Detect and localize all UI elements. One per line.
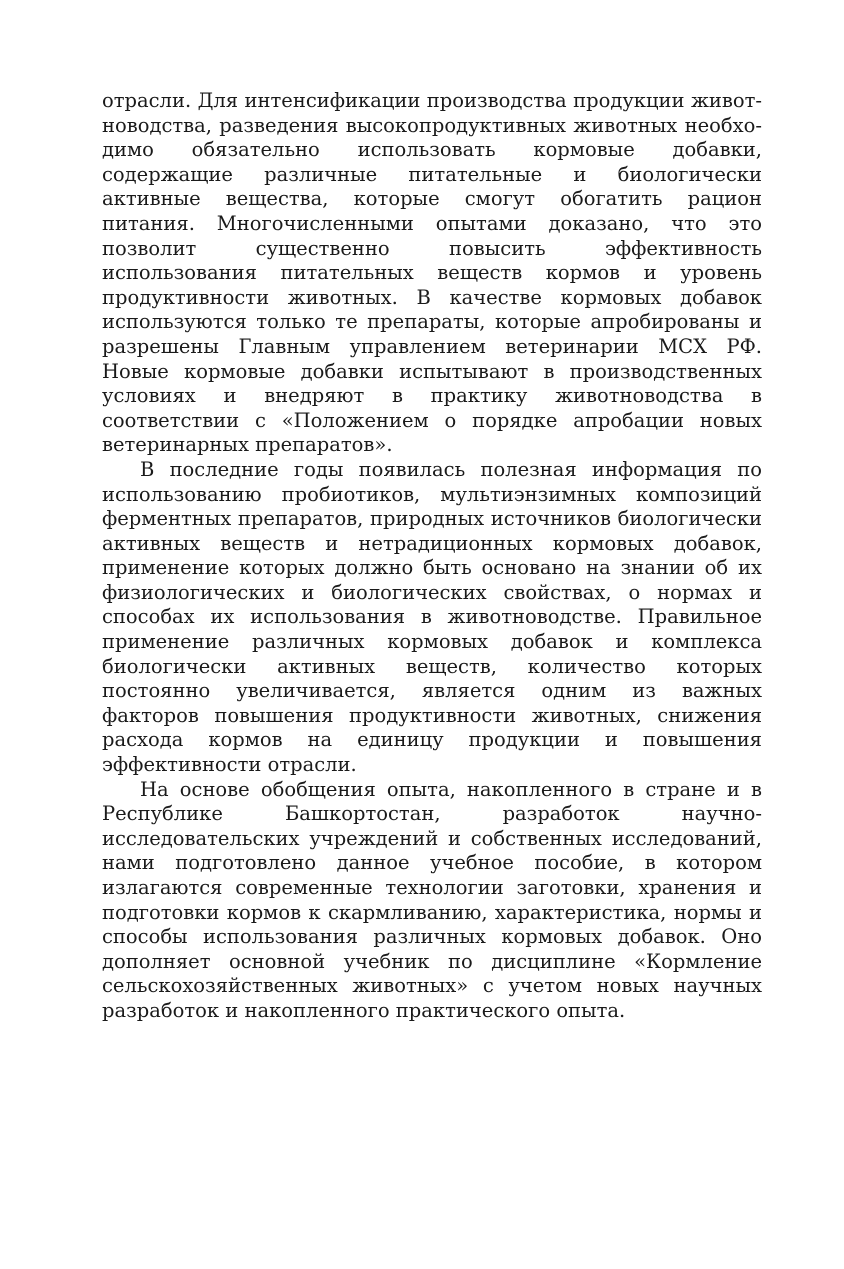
paragraph-2: В последние годы появилась полезная информация по использованию пробиотиков, мультиэнзимных композиций ферментных препаратов, природных источников биологически активных веществ и нетрадиционных кормовых добавок, применение которых должно быть основано на знании об их физиологических и биологических свойствах, о нормах и способах их использования в животноводстве. Правильное применение различных кормовых добавок и комплекса биологически активных веществ, количество которых постоянно увеличивается, является одним из важных факторов повышения продуктивности животных, снижения расхода кормов на единицу продукции и повышения эффективности отрасли. bbox=[102, 457, 762, 777]
paragraph-3: На основе обобщения опыта, накопленного в стране и в Республике Башкортостан, разработок научно-исследовательских учреждений и собственных исследований, нами подготовлено данное учебное пособие, в котором излагаются современные технологии заготовки, хранения и подготовки кормов к скармливанию, характеристика, нормы и способы использования различных кормовых добавок. Оно дополняет основной учебник по дисциплине «Кормление сельскохозяйственных животных» с учетом новых научных разработок и накопленного практического опыта. bbox=[102, 777, 762, 1022]
document-page bbox=[102, 89, 762, 1024]
paragraph-1-continuation: отрасли. Для интенсификации производства продукции животноводства, разведения высокопродуктивных животных необходимо обязательно использовать кормовые добавки, содержащие различные питательные и биологически активные вещества, которые смогут обогатить рацион питания. Многочисленными опытами доказано, что это позволит существенно повысить эффективность использования питательных веществ кормов и уровень продуктивности животных. В качестве кормовых добавок используются только те препараты, которые апробированы и разрешены Главным управлением ветеринарии МСХ РФ. Новые кормовые добавки испытывают в производственных условиях и внедряют в практику животноводства в соответствии с «Положением о порядке апробации новых ветеринарных препаратов». bbox=[102, 89, 762, 457]
